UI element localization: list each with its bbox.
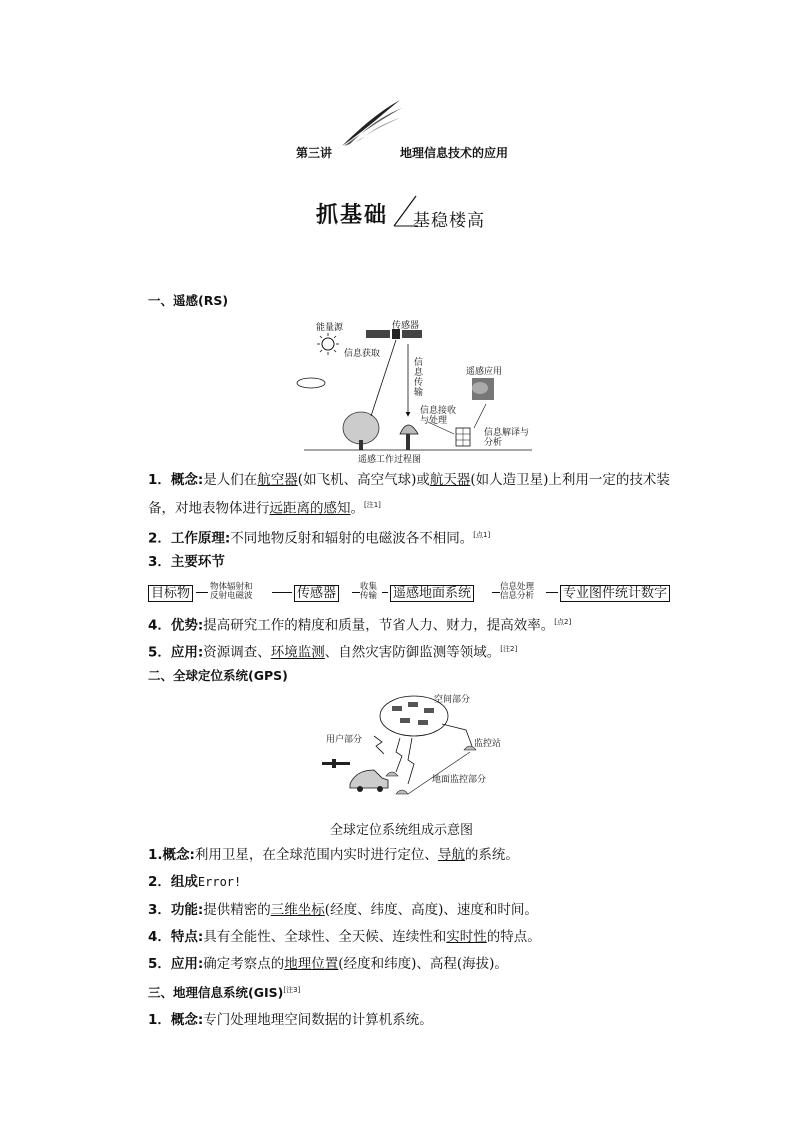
- lesson-title: 地理信息技术的应用: [400, 146, 509, 160]
- rs-heading: 一、遥感(RS): [148, 293, 229, 308]
- label-receive: 信息接收与处理: [420, 406, 457, 426]
- rs-concept: 1．概念:是人们在航空器(如飞机、高空气球)或航天器(如人造卫星)上利用一定的技术装备，对地表物体进行远距离的感知。[注1]: [148, 472, 670, 517]
- sun-icon: [317, 333, 339, 355]
- process-arrow-1a: [196, 592, 208, 593]
- gps-application: 5．应用:确定考察点的地理位置(经度和纬度)、高程(海拔)。: [148, 956, 508, 972]
- gps-diagram: [316, 690, 512, 814]
- car-icon: [350, 770, 388, 792]
- process-arrow-2-label: 收集 传输: [360, 582, 378, 601]
- label-user: 用户部分: [326, 735, 363, 745]
- rs-application: 5．应用:资源调查、环境监测、自然灾害防御监测等领域。[注2]: [148, 644, 518, 661]
- satellite-cluster: [392, 702, 434, 725]
- rs-app-image: [472, 378, 494, 400]
- label-monitor: 监控站: [474, 739, 502, 749]
- process-arrow-3a: [492, 592, 500, 593]
- label-sensor: 传感器: [392, 321, 420, 331]
- label-ground: 地面监控部分: [432, 775, 487, 785]
- process-step-sensor: 传感器: [294, 585, 339, 602]
- label-info-get: 信息获取: [344, 349, 381, 359]
- label-energy: 能量源: [316, 323, 344, 333]
- gps-composition: 2．组成Error!: [148, 874, 242, 890]
- gps-figure: [316, 690, 512, 814]
- gps-heading: 二、全球定位系统(GPS): [148, 668, 288, 683]
- label-info-transfer: 信息传输: [414, 358, 424, 398]
- rs-process-chain: [148, 583, 678, 605]
- process-step-ground: 遥感地面系统: [390, 585, 474, 602]
- building-icon: [456, 428, 470, 446]
- gis-heading: 三、地理信息系统(GIS)[注3]: [148, 985, 301, 1000]
- label-space: 空间部分: [434, 695, 471, 705]
- label-rs-app: 遥感应用: [466, 367, 503, 377]
- rs-figure: [296, 316, 536, 464]
- rs-principle: 2．工作原理:不同地物反射和辐射的电磁波各不相同。[点1]: [148, 530, 491, 547]
- dish-icon-2: [396, 790, 408, 794]
- band-title-main: 抓基础: [316, 203, 389, 228]
- cloud-icon: [297, 378, 325, 388]
- rs-advantage: 4．优势:提高研究工作的精度和质量，节省人力、财力，提高效率。[点2]: [148, 617, 572, 634]
- process-arrow-1b: [272, 592, 292, 593]
- gps-figure-caption: 全球定位系统组成示意图: [330, 823, 474, 838]
- process-arrow-1-label: 物体辐射和 反射电磁波: [210, 582, 253, 601]
- lesson-number: 第三讲: [296, 146, 333, 160]
- process-arrow-2a: [352, 592, 360, 593]
- process-arrow-3-label: 信息处理 信息分析: [500, 582, 535, 601]
- dish-icon: [400, 425, 418, 450]
- rs-figure-caption: 遥感工作过程图: [358, 455, 422, 465]
- rs-links-heading: 3．主要环节: [148, 554, 225, 570]
- error-text: Error!: [197, 875, 242, 889]
- gps-concept: 1.概念:利用卫星，在全球范围内实时进行定位、导航的系统。: [148, 847, 519, 863]
- dish-icon-1: [386, 772, 398, 776]
- label-interpret: 信息解译与分析: [484, 428, 530, 448]
- gps-features: 4．特点:具有全能性、全球性、全天候、连续性和实时性的特点。: [148, 929, 541, 945]
- swoosh-logo: [330, 96, 410, 154]
- process-arrow-3b: [546, 592, 558, 593]
- gis-concept: 1．概念:专门处理地理空间数据的计算机系统。: [148, 1012, 433, 1028]
- process-step-target: 目标物: [148, 585, 193, 602]
- band-title-sub: 基稳楼高: [413, 211, 485, 231]
- plane-icon: [322, 759, 350, 768]
- gps-function: 3．功能:提供精密的三维坐标(经度、纬度、高度)、速度和时间。: [148, 902, 538, 918]
- process-step-output: 专业图件统计数字: [560, 585, 670, 602]
- tree-icon: [343, 412, 379, 450]
- process-arrow-2b: [382, 592, 388, 593]
